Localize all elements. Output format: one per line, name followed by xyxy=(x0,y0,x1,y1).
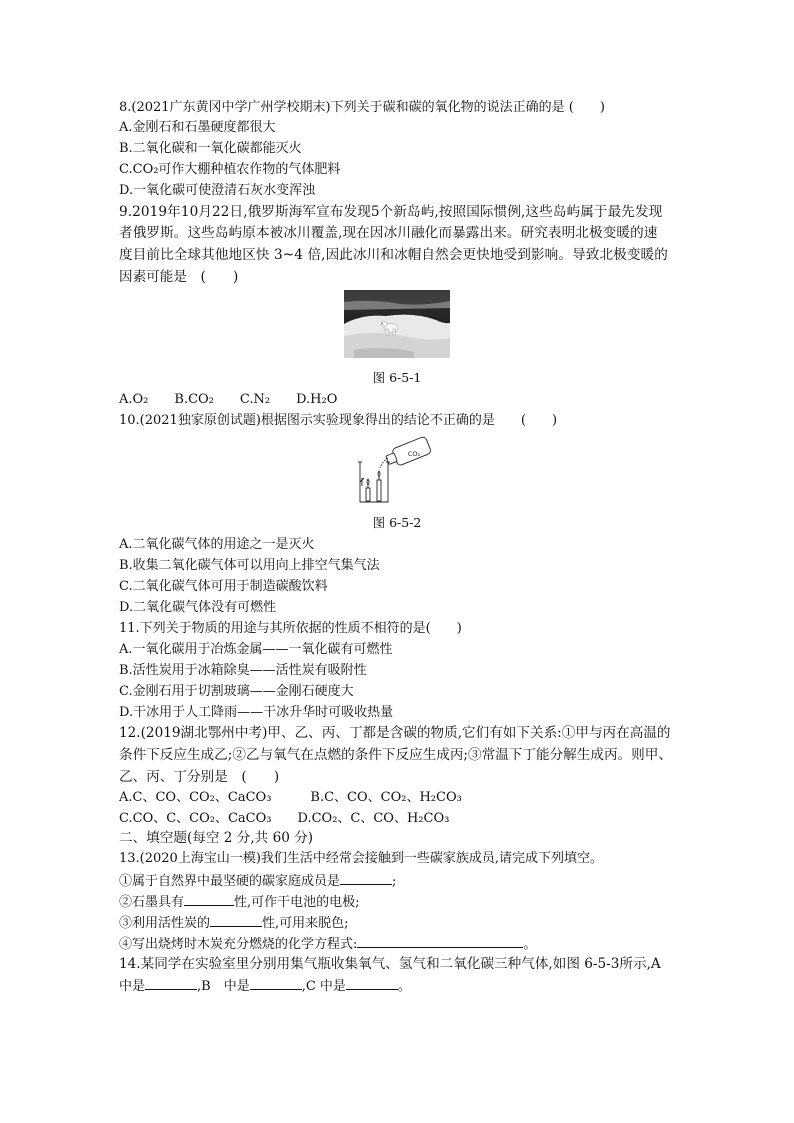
q11-option-a: A.一氧化碳用于冶炼金属——一氧化碳有可燃性 xyxy=(119,642,393,657)
q8-stem: 8.(2021广东黄冈中学广州学校期末)下列关于碳和碳的氧化物的说法正确的是 ( ) xyxy=(119,100,605,115)
q13-item-3 xyxy=(119,913,349,933)
q14-line-2 xyxy=(119,976,411,996)
figure-6-5-1-caption: 图 6-5-1 xyxy=(372,370,422,385)
q13-item-2-text: ②石墨具有 xyxy=(119,895,185,910)
bottle-label: CO₂ xyxy=(407,450,421,458)
q10-option-d: D.二氧化碳气体没有可燃性 xyxy=(119,600,277,615)
q14-text-b: ,B 中是 xyxy=(197,979,250,994)
q12-line-1: 12.(2019湖北鄂州中考)甲、乙、丙、丁都是含碳的物质,它们有如下关系:①甲与丙在高温的 xyxy=(119,725,671,741)
q13-item-2 xyxy=(119,892,360,912)
q13-item-4 xyxy=(119,934,536,954)
q14-text-d: 。 xyxy=(397,979,411,994)
figure-6-5-2-caption: 图 6-5-2 xyxy=(372,515,422,530)
q14-blank-c[interactable] xyxy=(346,976,398,990)
section-2-heading: 二、填空题(每空 2 分,共 60 分) xyxy=(119,830,314,846)
q13-blank-1[interactable] xyxy=(340,871,392,885)
q10-option-b: B.收集二氧化碳气体可以用向上排空气集气法 xyxy=(119,558,380,573)
q12-options-ab: A.C、CO、CO₂、CaCO₃ B.C、CO、CO₂、H₂CO₃ xyxy=(119,790,462,805)
q8-option-b: B.二氧化碳和一氧化碳都能灭火 xyxy=(119,141,302,156)
q13-item-3-end: 性,可用来脱色; xyxy=(262,916,349,931)
q14-blank-a[interactable] xyxy=(145,976,197,990)
q9-line-3: 度目前比全球其他地区快 3~4 倍,因此冰川和冰帽自然会更快地受到影响。导致北极变暖的 xyxy=(119,247,668,263)
q13-item-1 xyxy=(119,871,396,891)
q11-option-d: D.干冰用于人工降雨——干冰升华时可吸收热量 xyxy=(119,705,394,720)
q10-option-c: C.二氧化碳气体可用于制造碳酸饮料 xyxy=(119,579,328,594)
q11-option-c: C.金刚石用于切割玻璃——金刚石硬度大 xyxy=(119,684,354,699)
q13-item-1-end: ; xyxy=(392,874,397,889)
q14-blank-b[interactable] xyxy=(250,976,302,990)
q8-option-a: A.金刚石和石墨硬度都很大 xyxy=(119,120,276,135)
q14-text-c: ,C 中是 xyxy=(301,979,346,994)
q11-stem: 11.下列关于物质的用途与其所依据的性质不相符的是( ) xyxy=(119,621,462,636)
q9-line-4: 因素可能是 ( ) xyxy=(119,269,239,285)
q13-item-2-end: 性,可作干电池的电极; xyxy=(234,895,360,910)
q13-blank-4[interactable] xyxy=(357,934,523,948)
q12-line-3: 乙、丙、丁分别是 ( ) xyxy=(119,769,280,785)
q13-blank-3[interactable] xyxy=(210,913,262,927)
q13-item-4-text: ④写出烧烤时木炭充分燃烧的化学方程式: xyxy=(119,937,358,952)
q9-line-2: 者俄罗斯。这些岛屿原本被冰川覆盖,现在因冰川融化而暴露出来。研究表明北极变暖的速 xyxy=(119,225,658,241)
q9-line-1: 9.2019年10月22日,俄罗斯海军宣布发现5个新岛屿,按照国际惯例,这些岛屿属于最先发现 xyxy=(119,204,663,220)
q13-blank-2[interactable] xyxy=(184,892,234,906)
q13-item-1-text: ①属于自然界中最坚硬的碳家庭成员是 xyxy=(119,874,341,889)
q13-item-4-end: 。 xyxy=(523,937,537,952)
q10-option-a: A.二氧化碳气体的用途之一是灭火 xyxy=(119,537,315,552)
q13-stem: 13.(2020上海宝山一模)我们生活中经常会接触到一些碳家族成员,请完成下列填空。 xyxy=(119,851,604,866)
polar-bear-photo xyxy=(344,290,450,358)
q8-option-d: D.一氧化碳可使澄清石灰水变浑浊 xyxy=(119,183,316,198)
q12-options-cd: C.CO、C、CO₂、CaCO₃ D.CO₂、C、CO、H₂CO₃ xyxy=(119,811,450,826)
q10-stem: 10.(2021独家原创试题)根据图示实验现象得出的结论不正确的是 ( ) xyxy=(119,413,558,428)
q14-line-1: 14.某同学在实验室里分别用集气瓶收集氧气、氢气和二氧化碳三种气体,如图 6-5-3所示,A xyxy=(119,956,661,972)
q14-text-a: 中是 xyxy=(119,979,146,994)
q13-item-3-text: ③利用活性炭的 xyxy=(119,916,211,931)
q11-option-b: B.活性炭用于冰箱除臭——活性炭有吸附性 xyxy=(119,663,367,678)
q12-line-2: 条件下反应生成乙;②乙与氧气在点燃的条件下反应生成丙;③常温下丁能分解生成丙。则甲、 xyxy=(119,747,672,763)
q8-option-c: C.CO₂可作大棚种植农作物的气体肥料 xyxy=(119,162,341,177)
q9-options: A.O₂ B.CO₂ C.N₂ D.H₂O xyxy=(119,392,338,407)
co2-candle-apparatus xyxy=(356,436,438,506)
